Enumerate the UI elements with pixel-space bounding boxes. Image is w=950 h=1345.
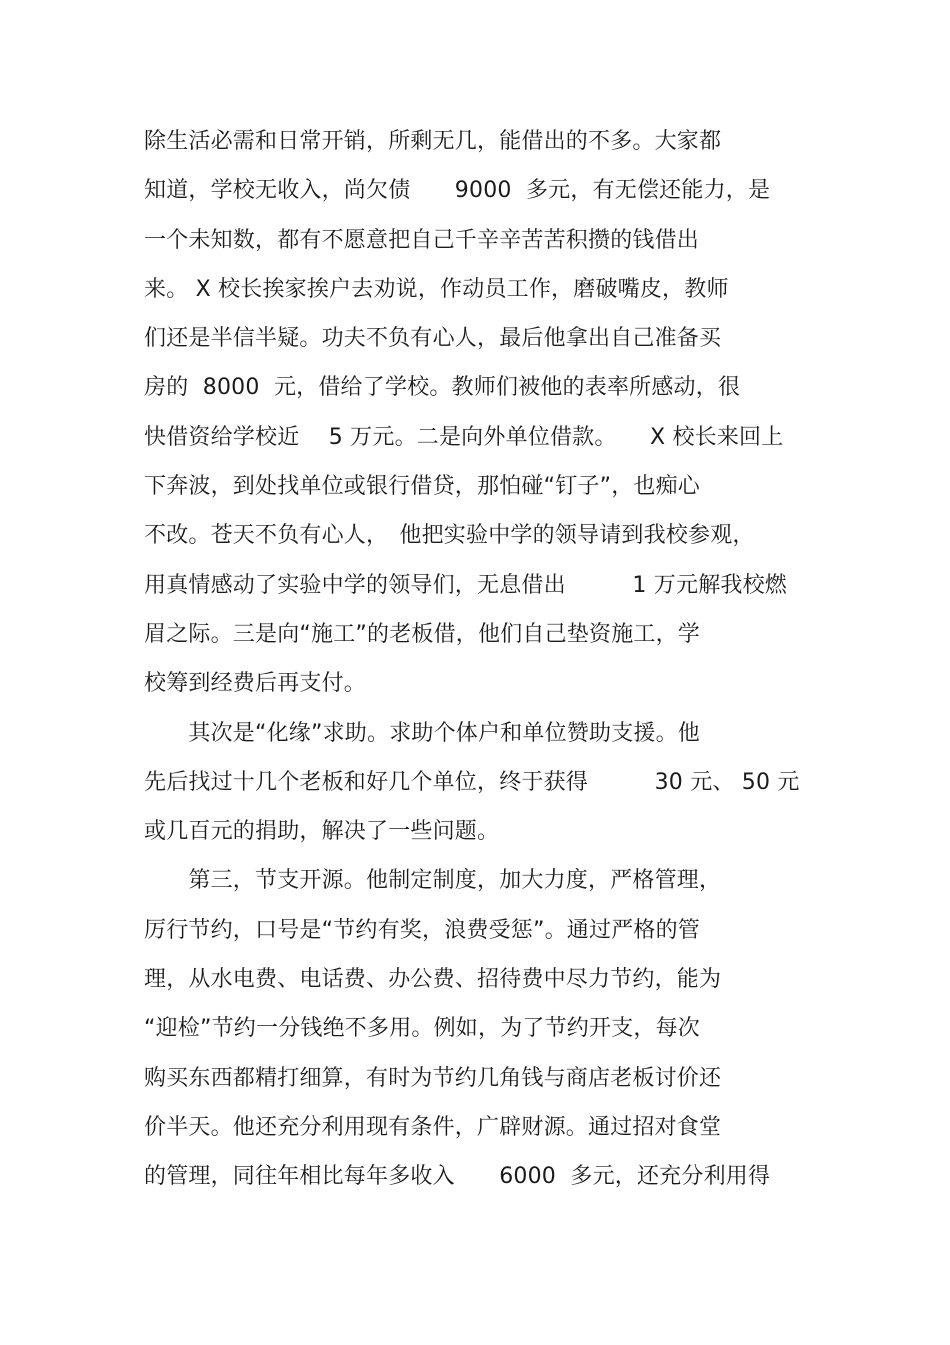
text-line: 价半天。他还充分利用现有条件，广辟财源。通过招对食堂 — [144, 1114, 722, 1140]
text-line: 校筹到经费后再支付。 — [144, 671, 367, 697]
text-line: 们还是半信半疑。功夫不负有心人，最后他拿出自己准备买 — [144, 326, 722, 352]
text-line: 或几百元的捐助，解决了一些问题。 — [144, 819, 500, 845]
text-line: 用真情感动了实验中学的领导们，无息借出 1 万元解我校燃 — [144, 572, 787, 598]
text-line: “迎检”节约一分钱绝不多用。例如，为了节约开支，每次 — [144, 1016, 700, 1042]
text-line: 除生活必需和日常开销，所剩无几，能借出的不多。大家都 — [144, 129, 722, 154]
text-line: 其次是“化缘”求助。求助个体户和单位赞助支援。他 — [144, 720, 700, 746]
text-line: 先后找过十几个老板和好几个单位，终于获得 30 元、 50 元 — [144, 769, 800, 795]
text-line: 的管理，同往年相比每年多收入 6000 多元，还充分利用得 — [144, 1164, 771, 1190]
text-line: 下奔波，到处找单位或银行借贷，那怕碰“钉子”，也痴心 — [144, 474, 700, 500]
text-line: 第三，节支开源。他制定制度，加大力度，严格管理， — [144, 868, 722, 894]
text-line: 不改。苍天不负有心人， 他把实验中学的领导请到我校参观， — [144, 523, 755, 549]
text-line: 快借资给学校近 5 万元。二是向外单位借款。 X 校长来回上 — [144, 424, 784, 450]
text-line: 来。 X 校长挨家挨户去劝说，作动员工作，磨破嘴皮，教师 — [144, 276, 729, 302]
body-text — [144, 122, 824, 1207]
text-line: 知道，学校无收入，尚欠债 9000 多元，有无偿还能力，是 — [144, 178, 771, 204]
text-line: 购买东西都精打细算，有时为节约几角钱与商店老板讨价还 — [144, 1065, 722, 1091]
text-line: 房的 8000 元，借给了学校。教师们被他的表率所感动，很 — [144, 375, 741, 401]
text-line: 理，从水电费、电话费、办公费、招待费中尽力节约，能为 — [144, 967, 722, 993]
text-line: 一个未知数，都有不愿意把自己千辛辛苦苦积攒的钱借出 — [144, 227, 700, 253]
text-line: 厉行节约，口号是“节约有奖，浪费受惩”。通过严格的管 — [144, 917, 700, 943]
text-line: 眉之际。三是向“施工”的老板借，他们自己垫资施工，学 — [144, 621, 700, 647]
